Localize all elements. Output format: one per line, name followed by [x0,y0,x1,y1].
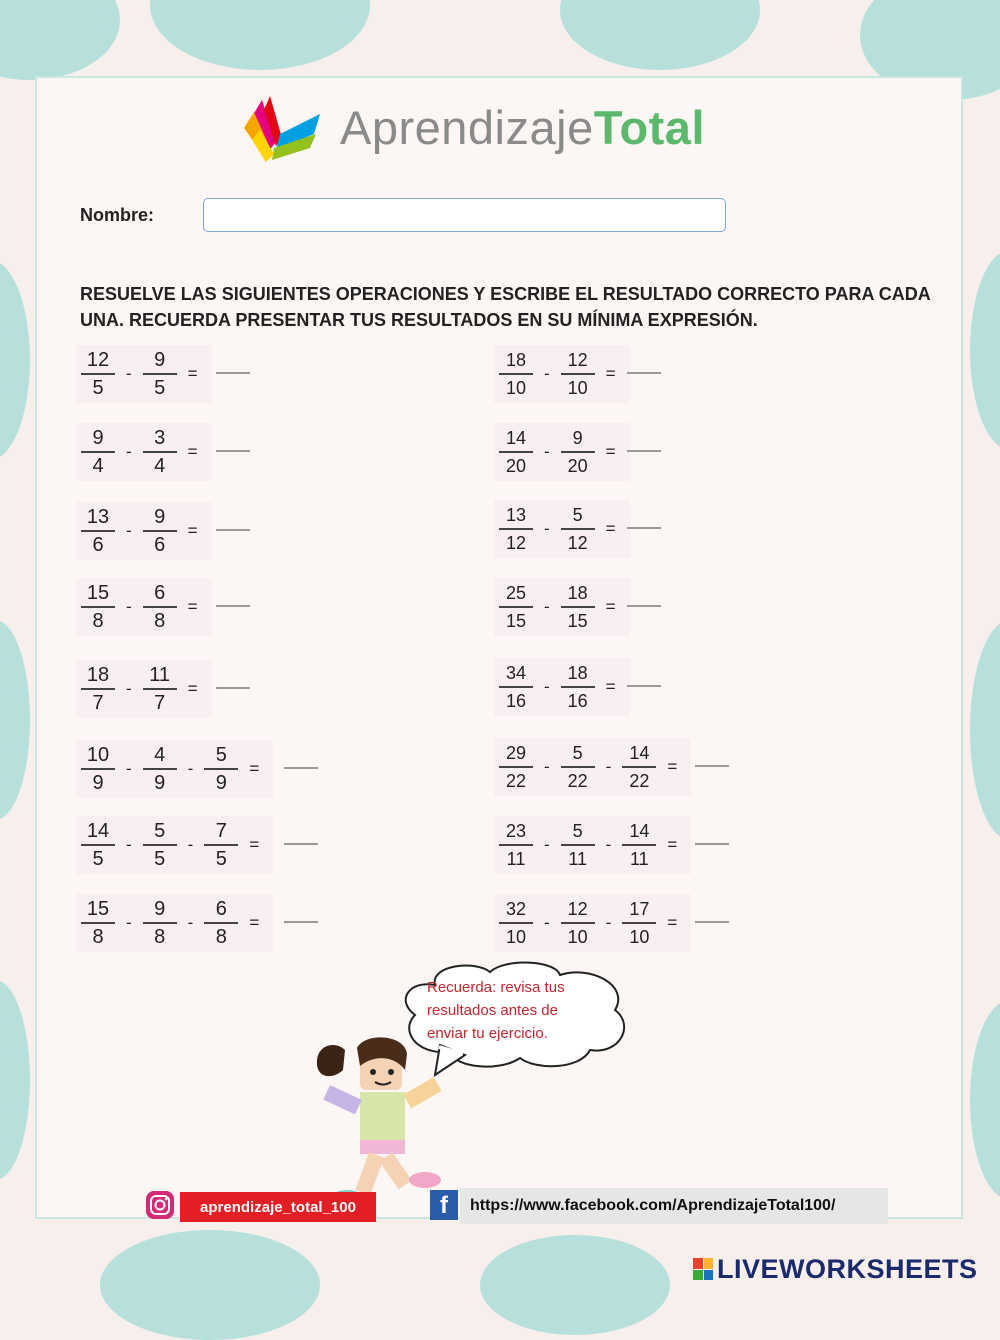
right-exercise-5 [494,658,630,716]
answer-field[interactable] [627,372,661,374]
denominator: 9 [154,771,166,794]
left-exercise-2 [76,423,212,481]
denominator: 5 [215,847,227,870]
denominator: 20 [505,455,527,476]
left-exercise-6 [76,740,273,798]
logo-wordmark: AprendizajeTotal [340,101,705,154]
fraction [142,347,178,401]
numerator: 15 [86,582,110,605]
answer-field[interactable] [627,685,661,687]
minus-sign: - [605,757,612,776]
answer-field[interactable] [695,765,729,767]
background-shape [970,250,1000,450]
numerator: 12 [86,349,110,372]
denominator: 10 [505,377,527,398]
fraction [142,742,178,796]
numerator: 14 [629,821,650,842]
denominator: 4 [154,454,166,477]
background-shape [560,0,760,70]
minus-sign: - [187,759,194,778]
denominator: 8 [92,925,104,948]
answer-field[interactable] [216,605,250,607]
fraction [142,425,178,479]
left-exercise-3 [76,502,212,560]
answer-field[interactable] [284,921,318,923]
minus-sign: - [544,757,550,776]
numerator: 17 [629,899,650,920]
answer-field[interactable] [627,450,661,452]
numerator: 11 [149,664,171,687]
fraction [498,740,534,794]
answer-field[interactable] [216,450,250,452]
minus-sign: - [544,442,550,461]
answer-field[interactable] [695,843,729,845]
answer-field[interactable] [627,527,661,529]
numerator: 9 [154,506,166,529]
numerator: 15 [86,898,110,921]
numerator: 5 [572,743,583,764]
fraction [80,504,116,558]
fraction [498,660,534,714]
minus-sign: - [544,597,550,616]
denominator: 6 [154,533,166,556]
denominator: 11 [630,848,649,869]
numerator: 18 [86,664,110,687]
numerator: 14 [629,743,650,764]
fraction [142,580,178,634]
equals-sign: = [187,679,198,698]
denominator: 8 [92,609,104,632]
right-exercise-3 [494,500,630,558]
numerator: 6 [154,582,166,605]
liveworksheets-brand [693,1254,978,1284]
numerator: 18 [567,583,588,604]
fraction [203,896,239,950]
fraction [621,818,657,872]
right-exercise-7 [494,816,691,874]
facebook-link[interactable]: https://www.facebook.com/AprendizajeTotal100/ [460,1188,888,1224]
fraction [142,896,178,950]
minus-sign: - [126,521,132,540]
equals-sign: = [187,521,198,540]
background-shape [0,260,30,460]
denominator: 11 [568,848,588,869]
denominator: 22 [505,770,527,791]
right-exercise-1 [494,345,630,403]
fraction [560,502,596,556]
equals-sign: = [605,442,616,461]
minus-sign: - [544,364,550,383]
denominator: 15 [567,610,588,631]
background-shape [100,1230,320,1340]
left-exercise-7 [76,816,273,874]
denominator: 16 [505,690,527,711]
fraction [203,818,239,872]
fraction [80,742,116,796]
numerator: 32 [505,899,527,920]
numerator: 9 [92,427,104,450]
fraction [498,425,534,479]
denominator: 7 [154,691,166,714]
aprendizaje-total-logo [240,90,760,170]
left-exercise-5 [76,660,212,718]
liveworksheets-text: LIVEWORKSHEETS [717,1253,978,1284]
denominator: 9 [92,771,104,794]
numerator: 13 [505,505,527,526]
fraction [498,818,534,872]
numerator: 12 [567,899,588,920]
minus-sign: - [544,913,550,932]
denominator: 8 [154,925,166,948]
fraction [560,896,596,950]
instructions-text: RESUELVE LAS SIGUIENTES OPERACIONES Y ESCRIBE EL RESULTADO CORRECTO PARA CADA UNA. RECUERDA PRESENTAR TUS RESULTADOS EN SU MÍNIMA EXPRESIÓN. [80,284,931,330]
denominator: 22 [567,770,588,791]
background-shape [480,1235,670,1335]
answer-field[interactable] [284,843,318,845]
left-exercise-1 [76,345,212,403]
minus-sign: - [126,442,132,461]
fraction [498,347,534,401]
bubble-text: Recuerda: revisa tus resultados antes de enviar tu ejercicio. [427,979,565,1042]
denominator: 9 [215,771,227,794]
denominator: 10 [567,377,588,398]
equals-sign: = [249,913,260,932]
right-exercise-6 [494,738,691,796]
denominator: 4 [92,454,104,477]
fraction [498,896,534,950]
minus-sign: - [126,835,132,854]
background-shape [0,620,30,820]
minus-sign: - [126,913,132,932]
denominator: 12 [505,532,527,553]
denominator: 15 [505,610,527,631]
fraction [80,425,116,479]
denominator: 12 [567,532,588,553]
minus-sign: - [605,913,612,932]
numerator: 3 [154,427,166,450]
fraction [560,347,596,401]
numerator: 5 [154,820,166,843]
numerator: 9 [154,898,166,921]
answer-field[interactable] [627,605,661,607]
fraction [80,662,116,716]
fraction [80,580,116,634]
fraction [560,580,596,634]
fraction [142,818,178,872]
minus-sign: - [126,679,132,698]
background-shape [970,1000,1000,1200]
numerator: 18 [567,663,588,684]
logo-book-icon [240,90,330,170]
equals-sign: = [187,442,198,461]
equals-sign: = [187,597,198,616]
fraction [80,818,116,872]
denominator: 6 [92,533,104,556]
answer-field[interactable] [284,767,318,769]
minus-sign: - [605,835,612,854]
equals-sign: = [605,519,616,538]
background-shape [0,980,30,1180]
minus-sign: - [126,364,132,383]
numerator: 12 [567,350,588,371]
fraction [560,818,596,872]
equals-sign: = [605,597,616,616]
answer-field[interactable] [216,372,250,374]
numerator: 9 [572,428,583,449]
girl-character-illustration [305,1030,450,1210]
denominator: 10 [505,926,527,947]
fraction [142,662,178,716]
minus-sign: - [544,519,550,538]
numerator: 5 [572,821,583,842]
numerator: 9 [154,349,166,372]
right-exercise-4 [494,578,630,636]
minus-sign: - [126,759,132,778]
left-exercise-8 [76,894,273,952]
denominator: 10 [567,926,588,947]
denominator: 5 [154,376,166,399]
denominator: 5 [92,847,104,870]
equals-sign: = [187,364,198,383]
minus-sign: - [544,677,550,696]
minus-sign: - [544,835,550,854]
liveworksheets-icon [693,1258,713,1280]
right-exercise-8 [494,894,691,952]
denominator: 10 [629,926,650,947]
fraction [498,580,534,634]
numerator: 23 [505,821,527,842]
denominator: 20 [567,455,588,476]
denominator: 22 [629,770,650,791]
fraction [142,504,178,558]
fraction [203,742,239,796]
answer-field[interactable] [216,529,250,531]
numerator: 13 [86,506,110,529]
fraction [80,347,116,401]
equals-sign: = [667,835,678,854]
equals-sign: = [249,759,260,778]
minus-sign: - [126,597,132,616]
numerator: 34 [505,663,527,684]
fraction [498,502,534,556]
background-shape [970,620,1000,840]
left-exercise-4 [76,578,212,636]
numerator: 5 [215,744,227,767]
numerator: 10 [86,744,110,767]
name-label: Nombre: [80,205,155,225]
denominator: 7 [92,691,104,714]
background-shape [150,0,370,70]
numerator: 14 [505,428,527,449]
right-exercise-2 [494,423,630,481]
denominator: 5 [154,847,166,870]
instagram-icon [145,1190,175,1220]
fraction [621,896,657,950]
denominator: 8 [154,609,166,632]
numerator: 4 [154,744,166,767]
minus-sign: - [187,835,194,854]
denominator: 8 [215,925,227,948]
equals-sign: = [605,364,616,383]
numerator: 7 [215,820,227,843]
answer-field[interactable] [695,921,729,923]
numerator: 18 [505,350,527,371]
numerator: 5 [572,505,583,526]
denominator: 11 [506,848,526,869]
fraction [560,660,596,714]
numerator: 6 [215,898,227,921]
denominator: 5 [92,376,104,399]
equals-sign: = [667,757,678,776]
facebook-icon: f [430,1190,458,1220]
name-input[interactable] [203,198,726,232]
numerator: 29 [505,743,527,764]
fraction [621,740,657,794]
instagram-handle[interactable]: aprendizaje_total_100 [180,1192,376,1222]
minus-sign: - [187,913,194,932]
denominator: 16 [567,690,588,711]
fraction [80,896,116,950]
equals-sign: = [249,835,260,854]
background-shape [0,0,120,80]
numerator: 14 [86,820,110,843]
fraction [560,740,596,794]
equals-sign: = [605,677,616,696]
answer-field[interactable] [216,687,250,689]
numerator: 25 [505,583,527,604]
fraction [560,425,596,479]
equals-sign: = [667,913,678,932]
